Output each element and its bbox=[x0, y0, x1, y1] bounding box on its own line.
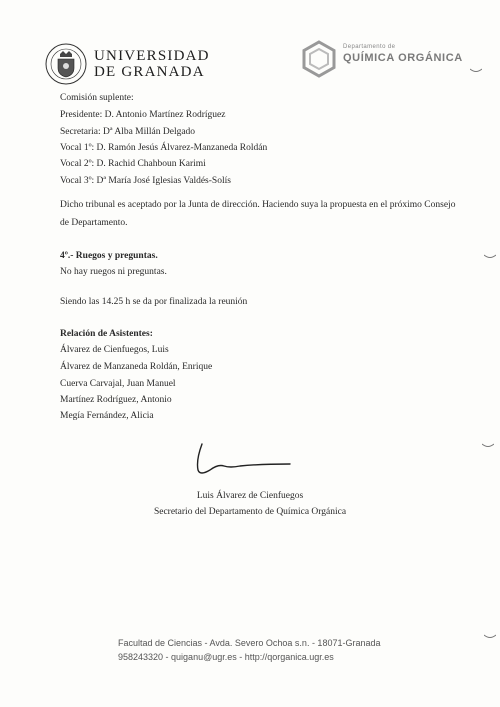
signatory-name: Luis Álvarez de Cienfuegos bbox=[196, 491, 304, 501]
university-name bbox=[94, 48, 210, 80]
attendee-item: Cuerva Carvajal, Juan Manuel bbox=[60, 379, 176, 389]
body-line: Vocal 3º: Dª María José Iglesias Valdés-Solís bbox=[60, 176, 231, 186]
signatory-title: Secretario del Departamento de Química Orgánica bbox=[153, 507, 347, 517]
body-line: de Departamento. bbox=[60, 218, 128, 228]
body-line: No hay ruegos ni preguntas. bbox=[60, 267, 167, 277]
university-name-line2: DE GRANADA bbox=[94, 64, 205, 80]
department-label: Departamento de bbox=[343, 44, 396, 50]
attendee-item: Álvarez de Manzaneda Roldán, Enrique bbox=[60, 362, 213, 372]
body-line: Comisión suplente: bbox=[60, 93, 134, 103]
section-heading: 4º.- Ruegos y preguntas. bbox=[60, 251, 158, 261]
margin-mark-icon bbox=[484, 634, 496, 640]
attendee-item: Megía Fernández, Alicia bbox=[60, 411, 154, 421]
hexagon-molecule-icon bbox=[300, 40, 338, 78]
margin-mark-icon bbox=[470, 68, 482, 74]
body-line: Presidente: D. Antonio Martínez Rodríguez bbox=[60, 110, 226, 120]
body-line: Dicho tribunal es aceptado por la Junta de dirección. Haciendo suya la propuesta en el próximo Consejo bbox=[60, 200, 456, 210]
margin-mark-icon bbox=[482, 443, 494, 449]
footer-contact: 958243320 - quiganu@ugr.es - http://qorganica.ugr.es bbox=[118, 652, 334, 662]
body-line: Siendo las 14.25 h se da por finalizada la reunión bbox=[60, 297, 248, 307]
footer-address: Facultad de Ciencias - Avda. Severo Ochoa s.n. - 18071-Granada bbox=[118, 638, 381, 648]
department-logo bbox=[300, 40, 470, 80]
attendees-heading: Relación de Asistentes: bbox=[60, 329, 153, 339]
body-line: Secretaria: Dª Alba Millán Delgado bbox=[60, 127, 196, 137]
university-seal-icon bbox=[44, 42, 88, 86]
university-name-line1: UNIVERSIDAD bbox=[94, 48, 210, 64]
margin-mark-icon bbox=[484, 254, 496, 260]
department-name: QUÍMICA ORGÁNICA bbox=[343, 52, 463, 64]
body-line: Vocal 2º: D. Rachid Chahboun Karimi bbox=[60, 159, 206, 169]
handwritten-signature bbox=[190, 440, 300, 480]
attendee-item: Álvarez de Cienfuegos, Luis bbox=[60, 345, 169, 355]
body-line: Vocal 1º: D. Ramón Jesús Álvarez-Manzaneda Roldán bbox=[60, 143, 268, 153]
attendee-item: Martínez Rodríguez, Antonio bbox=[60, 395, 172, 405]
